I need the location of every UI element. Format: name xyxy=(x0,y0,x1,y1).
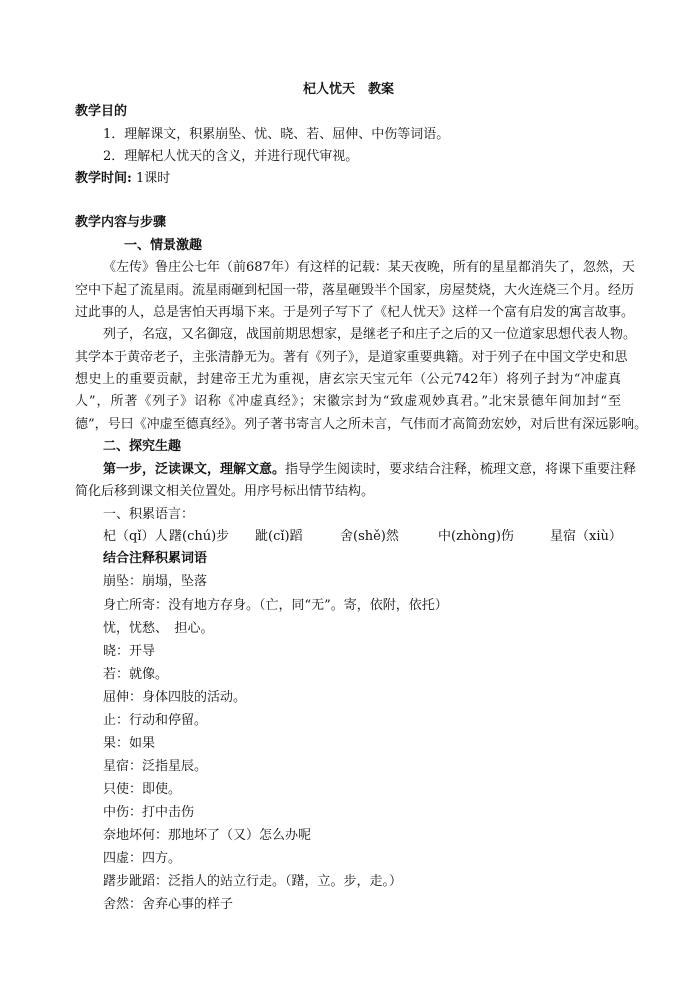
glossary-item: 忧，忧愁、 担心。 xyxy=(103,621,214,636)
glossary-item: 只使：即使。 xyxy=(103,782,182,797)
page-title: 杞人忧天 教案 xyxy=(303,82,395,97)
content-heading: 教学内容与步骤 xyxy=(75,215,167,230)
objective-item-1: 1．理解课文，积累崩坠、忧、晓、若、屈伸、中伤等词语。 xyxy=(103,127,450,142)
teaching-time-value: 1课时 xyxy=(135,171,171,186)
step1-title: 第一步，泛读课文，理解文意。 xyxy=(103,462,286,477)
step1-line2: 简化后移到课文相关位置处。用序号标出情节结构。 xyxy=(75,484,375,499)
pinyin-item: 中(zhòng)伤 xyxy=(438,529,514,544)
section1-para1-line3: 过此事的人，总是害怕天再塌下来。于是列子写下了《杞人忧天》这样一个富有启发的寓言故事。 xyxy=(75,305,635,320)
glossary-item: 躇步跐蹈：泛指人的站立行走。（躇，立。步，走。） xyxy=(103,874,403,889)
glossary-item: 中伤：打中击伤 xyxy=(103,805,195,820)
section2-heading: 二、探究生趣 xyxy=(103,439,182,454)
objectives-heading: 教学目的 xyxy=(75,104,128,119)
pinyin-item: 躇(chú)步 xyxy=(169,529,230,544)
glossary-item: 晓：开导 xyxy=(103,644,156,659)
glossary-item: 奈地坏何：那地坏了（又）怎么办呢 xyxy=(103,828,312,843)
teaching-time xyxy=(75,168,170,190)
step1-text: 指导学生阅读时，要求结合注释，梳理文意，将课下重要注释 xyxy=(285,462,637,477)
glossary-item: 果：如果 xyxy=(103,736,156,751)
glossary-item: 身亡所寄：没有地方存身。（亡，同“无”。寄，依附，依托） xyxy=(103,598,448,613)
pinyin-item: 跐(cǐ)蹈 xyxy=(255,529,303,544)
section1-para2-line1: 列子，名寇，又名御寇，战国前期思想家，是继老子和庄子之后的又一位道家思想代表人物。 xyxy=(103,327,637,342)
glossary-item: 舍然：舍弃心事的样子 xyxy=(103,897,234,912)
vocab-heading: 一、积累语言： xyxy=(103,507,195,522)
objective-item-2: 2．理解杞人忧天的含义，并进行现代审视。 xyxy=(103,149,359,164)
glossary-item: 星宿：泛指星辰。 xyxy=(103,759,208,774)
glossary-item: 四虚：四方。 xyxy=(103,851,182,866)
glossary-item: 止：行动和停留。 xyxy=(103,713,208,728)
glossary-item: 崩坠：崩塌，坠落 xyxy=(103,574,208,589)
section1-para1-line2: 空中下起了流星雨。流星雨砸到杞国一带，落星砸毁半个国家，房屋焚烧，大火连烧三个月。经历 xyxy=(75,283,635,298)
section1-para2-line2: 其学本于黄帝老子，主张清静无为。著有《列子》，是道家重要典籍。对于列子在中国文学史和思 xyxy=(75,350,628,365)
step1-line1 xyxy=(103,459,637,481)
glossary-heading: 结合注释积累词语 xyxy=(103,551,208,566)
section1-para2-line5: 德”，号曰《冲虚至德真经》。列子著书寄言人之所未言，气伟而才高简劲宏妙，对后世有深远影响。 xyxy=(75,417,648,432)
section1-para2-line4: 人”，所著《列子》诏称《冲虚真经》；宋徽宗封为“致虚观妙真君。”北宋景德年间加封“至 xyxy=(75,394,621,409)
glossary-item: 若：就像。 xyxy=(103,667,169,682)
teaching-time-label: 教学时间: xyxy=(75,171,132,186)
pinyin-item: 星宿（xiù） xyxy=(550,529,622,544)
section1-para2-line3: 想史上的重要贡献，封建帝王尤为重视，唐玄宗天宝元年（公元742年）将列子封为“冲虚真 xyxy=(75,372,621,387)
pinyin-item: 舍(shě)然 xyxy=(340,529,399,544)
section1-para1-line1: 《左传》鲁庄公七年（前687年）有这样的记载：某天夜晚，所有的星星都消失了，忽然，天 xyxy=(103,260,635,275)
pinyin-item: 杞（qǐ）人 xyxy=(103,529,168,544)
glossary-item: 屈伸：身体四肢的活动。 xyxy=(103,690,247,705)
section1-heading: 一、情景激趣 xyxy=(124,238,203,253)
